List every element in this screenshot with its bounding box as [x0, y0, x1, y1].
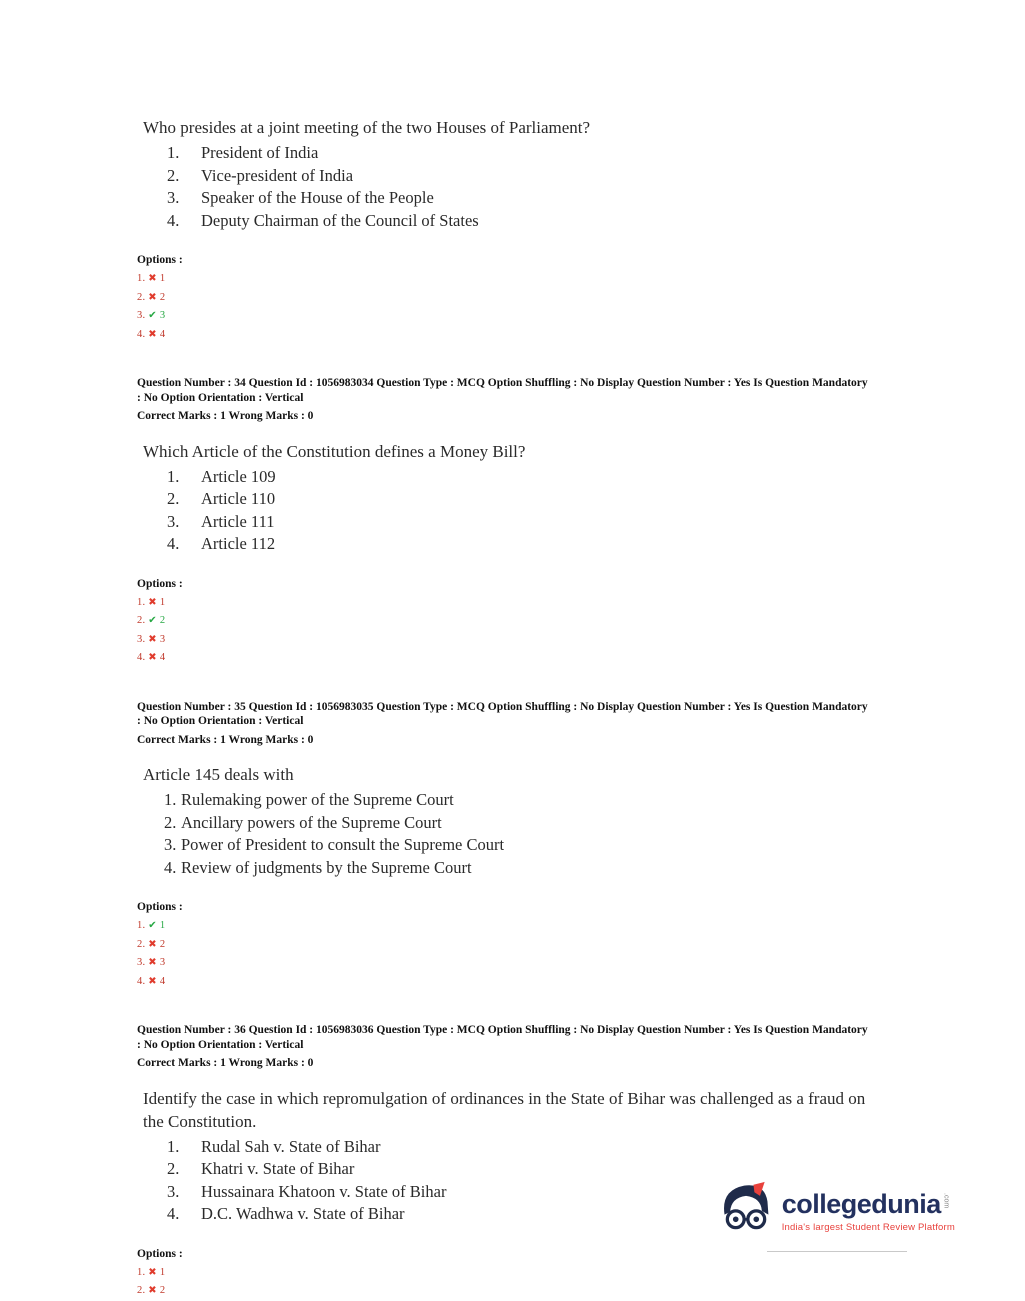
choice-number: 2. [167, 165, 180, 185]
choice-number: 4. [167, 1204, 180, 1223]
answer-key-row [137, 326, 882, 345]
choice-text: Ancillary powers of the Supreme Court [181, 812, 442, 832]
option-ordinal: 4. [137, 328, 146, 340]
option-value: 1 [159, 596, 166, 608]
wrong-mark-icon: ✖ [148, 652, 157, 663]
choice-number: 4. [167, 534, 180, 553]
choice-number: 3. [167, 188, 180, 207]
choice-text: President of India [201, 143, 319, 162]
choice-text: Article 109 [201, 466, 276, 486]
question-text: Who presides at a joint meeting of the two Houses of Parliament? [143, 118, 591, 137]
choice-number: 1. [167, 143, 180, 162]
choice-item [167, 165, 882, 188]
choice-item [164, 812, 882, 835]
option-ordinal: 1. [137, 1266, 146, 1278]
choice-item [167, 142, 882, 165]
choice-number: 3. [167, 1181, 180, 1201]
wrong-mark-icon: ✖ [148, 291, 157, 303]
options-label: Options : [137, 254, 183, 266]
question-block [137, 116, 882, 344]
question-text: Identify the case in which repromulgation of ordinances in the State of Bihar was challenged as a fraud on the Constitution. [143, 1088, 866, 1131]
brand-name: collegedunia [781, 1189, 941, 1219]
option-ordinal: 4. [137, 975, 146, 987]
choice-text: Hussainara Khatoon v. State of Bihar [201, 1181, 447, 1201]
question-text: Article 145 deals with [143, 765, 294, 784]
option-value: 2 [159, 938, 166, 950]
option-ordinal: 2. [137, 291, 146, 303]
option-ordinal: 3. [137, 633, 146, 645]
choice-text: Khatri v. State of Bihar [201, 1159, 355, 1178]
choice-number: 3. [164, 835, 177, 854]
choice-text: Article 112 [201, 534, 276, 553]
choice-item [164, 857, 882, 880]
answer-key-row [137, 612, 882, 631]
option-ordinal: 2. [137, 615, 146, 626]
choice-text: Vice-president of India [201, 165, 354, 185]
option-value: 2 [159, 1285, 166, 1296]
question-text: Which Article of the Constitution defines a Money Bill? [143, 441, 526, 461]
choice-item [167, 1158, 882, 1181]
wrong-mark-icon: ✖ [148, 957, 157, 968]
question-meta-line: Question Number : 34 Question Id : 1056983034 Question Type : MCQ Option Shuffling : No Display Question Number : Yes Is Question Mandatory : No Option Orientation : Vertical [137, 377, 868, 404]
options-label: Options : [137, 901, 183, 913]
collegedunia-logo[interactable] [718, 1181, 955, 1242]
brand-tagline: India's largest Student Review Platform [781, 1222, 955, 1233]
wrong-mark-icon: ✖ [148, 975, 157, 987]
choice-number: 1. [167, 466, 180, 486]
option-value: 1 [159, 920, 166, 931]
answer-key-list [137, 917, 882, 991]
option-ordinal: 3. [137, 310, 146, 321]
option-value: 4 [159, 652, 166, 663]
brand-domain: .com [942, 1193, 950, 1209]
question-block [137, 376, 882, 668]
wrong-mark-icon: ✖ [148, 1285, 157, 1296]
wrong-mark-icon: ✖ [148, 273, 157, 284]
choice-number: 3. [167, 511, 180, 531]
wrong-mark-icon: ✖ [148, 1266, 157, 1278]
question-block [137, 1023, 882, 1301]
marks-meta-line: Correct Marks : 1 Wrong Marks : 0 [137, 733, 314, 746]
choice-number: 1. [164, 790, 177, 809]
option-value: 3 [159, 957, 166, 968]
choice-item [167, 488, 882, 511]
choice-number: 2. [167, 1159, 180, 1178]
choice-text: Deputy Chairman of the Council of States [201, 210, 479, 230]
answer-key-list [137, 270, 882, 344]
answer-key-list [137, 594, 882, 668]
answer-key-row [137, 289, 882, 308]
choice-text: Power of President to consult the Supreme Court [181, 835, 505, 854]
option-value: 3 [159, 633, 166, 645]
collegedunia-mascot-icon [718, 1181, 774, 1242]
option-value: 2 [159, 615, 166, 626]
answer-key-row [137, 1282, 882, 1301]
option-ordinal: 4. [137, 652, 146, 663]
correct-mark-icon: ✔ [148, 920, 157, 931]
options-label: Options : [137, 1247, 183, 1260]
correct-mark-icon: ✔ [148, 310, 157, 321]
choice-text: Article 111 [201, 511, 275, 531]
choice-text: Rudal Sah v. State of Bihar [201, 1136, 381, 1156]
choice-number: 4. [164, 857, 177, 877]
option-ordinal: 1. [137, 920, 146, 931]
document-content [137, 116, 882, 1301]
marks-meta-line: Correct Marks : 1 Wrong Marks : 0 [137, 1057, 314, 1069]
choice-number: 2. [167, 489, 180, 508]
footer-divider [767, 1251, 907, 1252]
choice-item [167, 466, 882, 489]
choice-list [164, 789, 882, 879]
answer-key-row [137, 270, 882, 289]
answer-key-row [137, 1264, 882, 1283]
answer-key-row [137, 917, 882, 936]
option-ordinal: 1. [137, 596, 146, 608]
option-ordinal: 2. [137, 938, 146, 950]
answer-key-row [137, 973, 882, 992]
choice-text: D.C. Wadhwa v. State of Bihar [201, 1204, 405, 1223]
choice-text: Rulemaking power of the Supreme Court [181, 790, 454, 809]
option-ordinal: 2. [137, 1285, 146, 1296]
question-meta-line: Question Number : 35 Question Id : 1056983035 Question Type : MCQ Option Shuffling : No Display Question Number : Yes Is Question Mandatory : No Option Orientation : Vertical [137, 700, 868, 727]
choice-item [167, 1136, 882, 1159]
options-label: Options : [137, 577, 183, 590]
question-meta-line: Question Number : 36 Question Id : 1056983036 Question Type : MCQ Option Shuffling : No Display Question Number : Yes Is Question Mandatory : No Option Orientation : Vertical [137, 1024, 868, 1051]
choice-text: Speaker of the House of the People [201, 188, 434, 207]
correct-mark-icon: ✔ [148, 615, 157, 626]
choice-item [164, 834, 882, 857]
wrong-mark-icon: ✖ [148, 596, 157, 608]
choice-list [167, 142, 882, 232]
answer-key-list [137, 1264, 882, 1301]
answer-key-row [137, 936, 882, 955]
choice-item [164, 789, 882, 812]
answer-key-row [137, 307, 882, 326]
choice-text: Review of judgments by the Supreme Court [181, 857, 472, 877]
option-value: 4 [159, 975, 166, 987]
choice-item [167, 511, 882, 534]
brand-text [782, 1190, 955, 1233]
option-ordinal: 3. [137, 957, 146, 968]
option-value: 4 [159, 328, 166, 340]
question-block [137, 700, 882, 992]
option-value: 1 [159, 273, 166, 284]
choice-item [167, 210, 882, 233]
option-value: 2 [159, 291, 166, 303]
wrong-mark-icon: ✖ [148, 633, 157, 645]
option-ordinal: 1. [137, 273, 146, 284]
choice-text: Article 110 [201, 489, 276, 508]
choice-number: 1. [167, 1136, 180, 1156]
marks-meta-line: Correct Marks : 1 Wrong Marks : 0 [137, 410, 314, 422]
choice-list [167, 466, 882, 556]
choice-item [167, 533, 882, 556]
answer-key-row [137, 631, 882, 650]
wrong-mark-icon: ✖ [148, 328, 157, 340]
option-value: 1 [159, 1266, 166, 1278]
option-value: 3 [159, 310, 166, 321]
answer-key-row [137, 954, 882, 973]
choice-number: 4. [167, 210, 180, 230]
answer-key-row [137, 594, 882, 613]
choice-item [167, 187, 882, 210]
wrong-mark-icon: ✖ [148, 938, 157, 950]
answer-key-row [137, 649, 882, 668]
choice-number: 2. [164, 812, 177, 832]
